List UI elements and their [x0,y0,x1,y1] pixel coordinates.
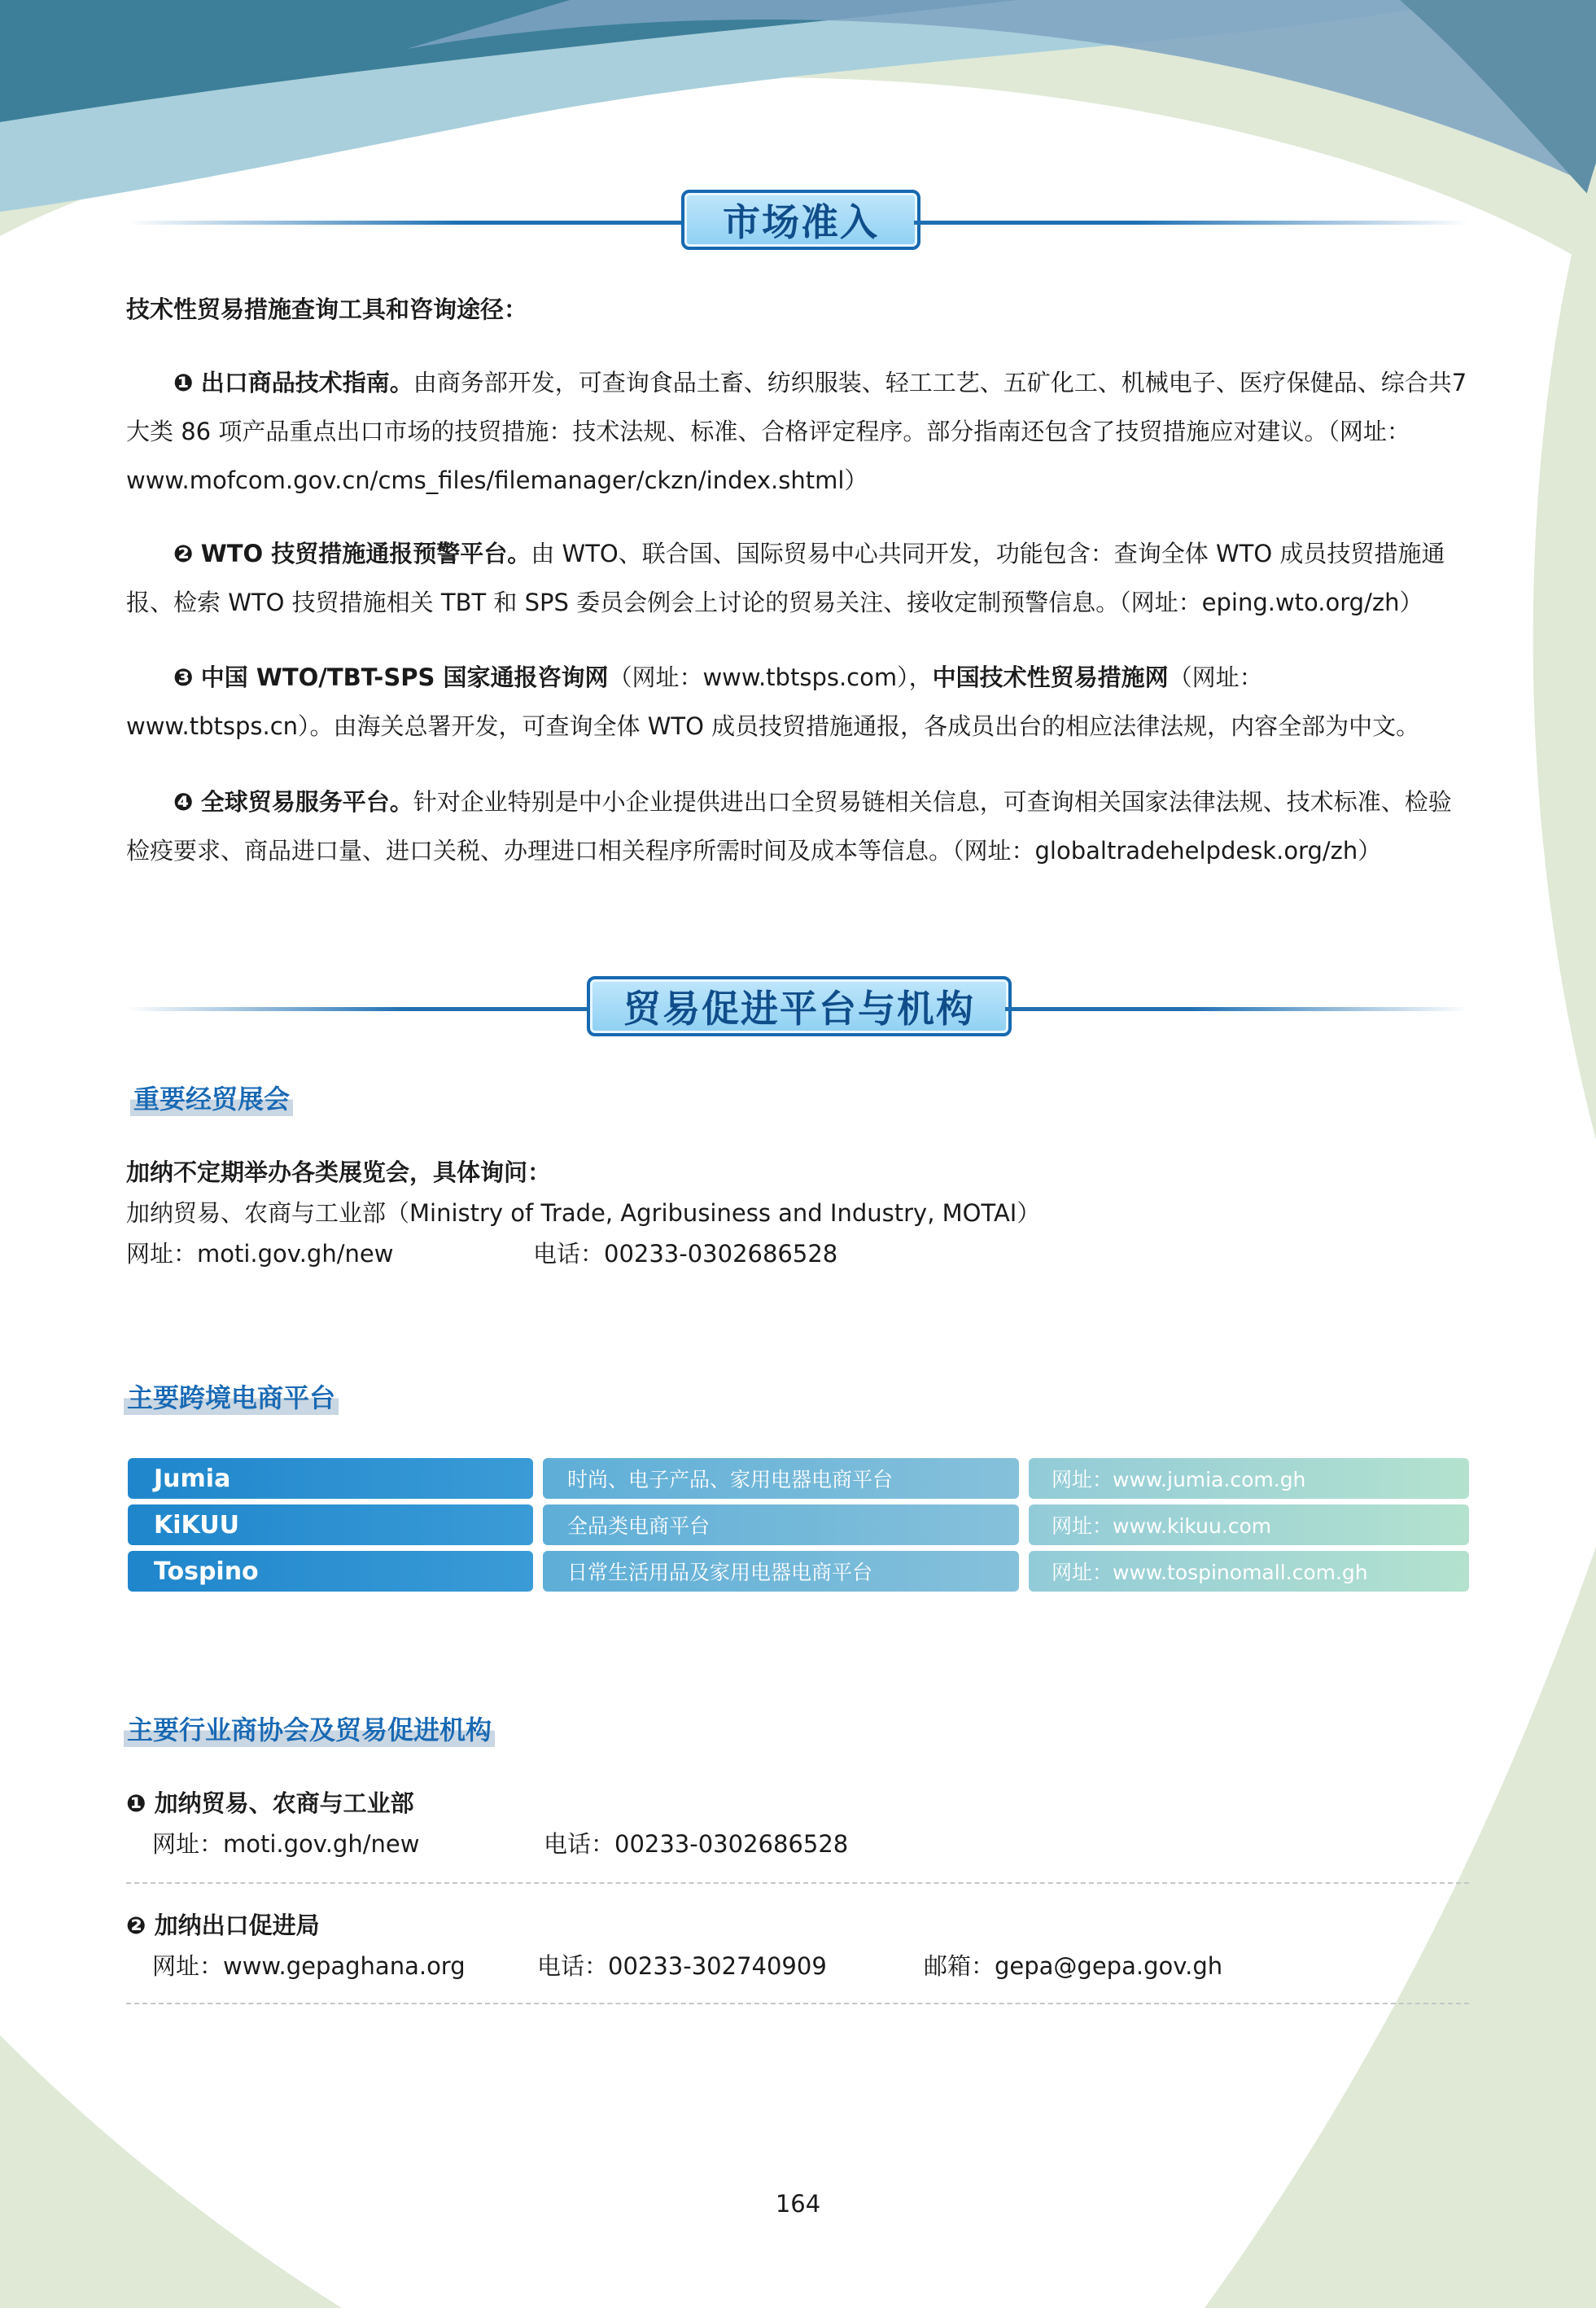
section-title: 市场准入 [681,190,920,250]
header-line [914,221,1469,225]
platform-url: 网址：www.jumia.com.gh [1029,1458,1469,1499]
intro-text: 技术性贸易措施查询工具和咨询途径： [126,296,528,323]
list-item [126,358,1469,505]
platform-url: 网址：www.tospinomall.com.gh [1029,1551,1469,1592]
section-header-trade-promotion [126,976,1469,1041]
platform-description: 全品类电商平台 [543,1504,1019,1545]
header-line [126,1007,590,1011]
subsection-title-ecommerce: 主要跨境电商平台 [124,1377,339,1415]
table-row [128,1551,1469,1592]
list-item [126,529,1469,627]
section-header-market-access [126,190,1469,255]
item-number: ❷ [173,540,194,567]
subsection-title-associations: 主要行业商协会及贸易促进机构 [124,1710,495,1747]
header-line [126,221,684,225]
fairs-website: 网址：moti.gov.gh/new [126,1240,394,1268]
divider [126,1882,1469,1884]
item-title: 出口商品技术指南。 [200,369,413,396]
fairs-intro: 加纳不定期举办各类展览会，具体询问： [126,1158,552,1186]
association-website: 网址：moti.gov.gh/new [152,1830,420,1858]
association-email: 邮箱：gepa@gepa.gov.gh [924,1952,1223,1980]
association-phone: 电话：00233-0302686528 [544,1830,849,1858]
item-text: 由商务部开发，可查询食品土畜、纺织服装、轻工工艺、五矿化工、机械电子、医疗保健品、综合共7 大类 86 项产品重点出口市场的技贸措施：技术法规、标准、合格评定程序。部分指南还包含了技贸措施应对建议。（网址：www.mofcom.gov.cn/cms_files/filemanager/ckzn/index.shtml） [126,369,1467,494]
fairs-organization: 加纳贸易、农商与工业部（Ministry of Trade, Agribusiness and Industry, MOTAI） [126,1199,1041,1227]
association-website: 网址：www.gepaghana.org [152,1952,466,1980]
platform-description: 时尚、电子产品、家用电器电商平台 [543,1458,1019,1499]
item-title: WTO 技贸措施通报预警平台。 [200,540,531,567]
item-number: ❶ [173,369,194,396]
section-title: 贸易促进平台与机构 [587,976,1012,1036]
association-name: ❷ 加纳出口促进局 [126,1912,320,1939]
page-number: 164 [775,2190,821,2218]
item-title: 全球贸易服务平台。 [200,788,413,816]
association-name: ❶ 加纳贸易、农商与工业部 [126,1789,414,1817]
item-title: 中国技术性贸易措施网 [932,663,1169,691]
list-item [126,653,1469,751]
platform-url: 网址：www.kikuu.com [1029,1504,1469,1545]
divider [126,2003,1469,2004]
item-text: 针对企业特别是中小企业提供进出口全贸易链相关信息，可查询相关国家法律法规、技术标准、检验检疫要求、商品进口量、进口关税、办理进口相关程序所需时间及成本等信息。（网址：globaltradehelpdesk.org/zh） [126,788,1452,865]
header-line [1005,1007,1469,1011]
list-item [126,777,1469,875]
platform-name: Tospino [128,1551,533,1592]
fairs-phone: 电话：00233-0302686528 [533,1240,838,1268]
association-phone: 电话：00233-302740909 [537,1952,827,1980]
platform-description: 日常生活用品及家用电器电商平台 [543,1551,1019,1592]
item-text: 由 WTO、联合国、国际贸易中心共同开发，功能包含：查询全体 WTO 成员技贸措施通报、检索 WTO 技贸措施相关 TBT 和 SPS 委员会例会上讨论的贸易关注、接收定制预警信息。（网址：eping.wto.org/zh） [126,540,1445,616]
item-text: （网址：www.tbtsps.cn）。由海关总署开发，可查询全体 WTO 成员技贸措施通报，各成员出台的相应法律法规，内容全部为中文。 [126,663,1420,740]
subsection-title-fairs: 重要经贸展会 [130,1079,293,1116]
item-number: ❹ [173,788,194,816]
item-title: 中国 WTO/TBT-SPS 国家通报咨询网 [200,663,609,691]
platform-name: KiKUU [128,1504,533,1545]
item-number: ❸ [173,663,194,691]
table-row [128,1458,1469,1499]
platform-name: Jumia [128,1458,533,1499]
table-row [128,1504,1469,1545]
item-text: （网址：www.tbtsps.com）， [608,663,933,691]
